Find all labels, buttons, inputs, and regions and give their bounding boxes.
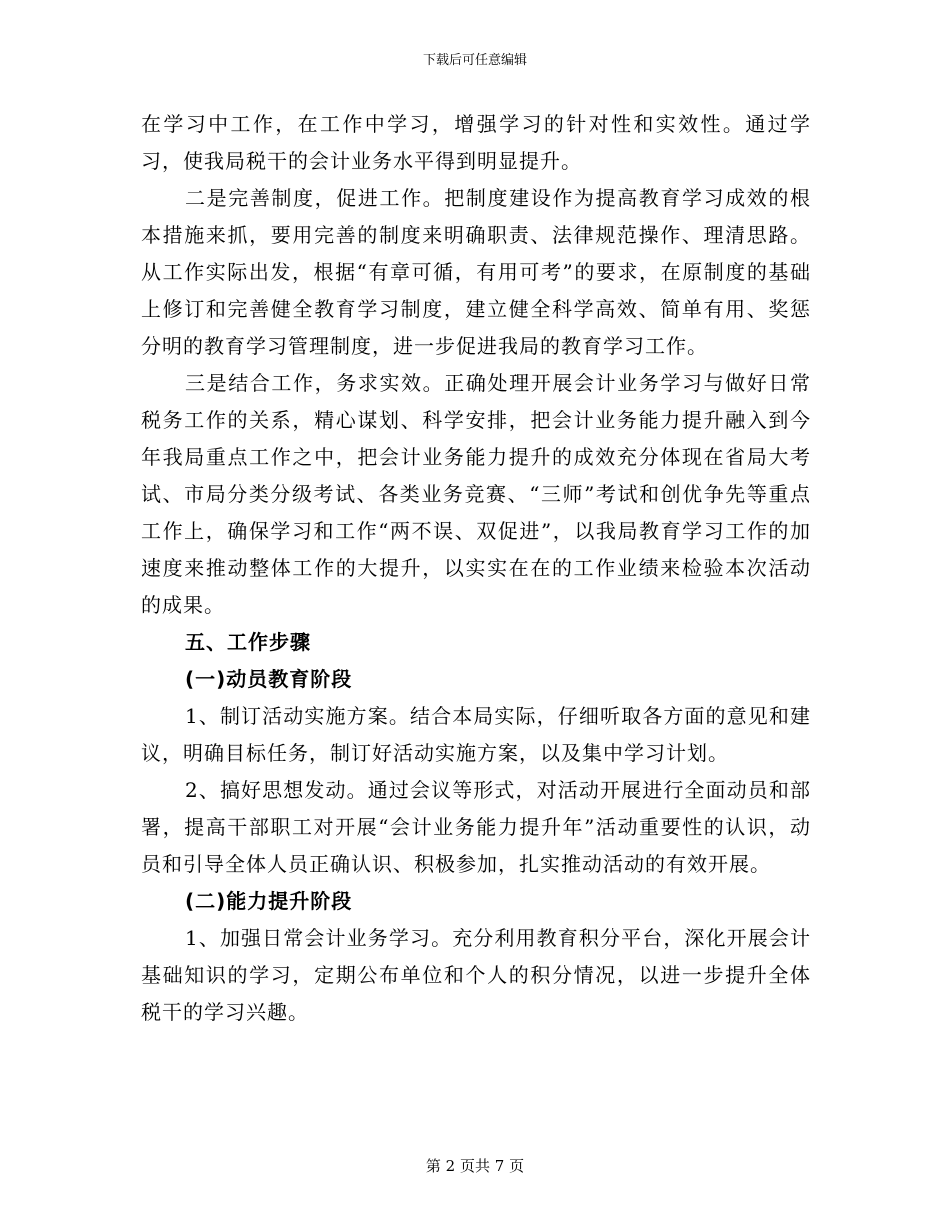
paragraph-continuation: 在学习中工作，在工作中学习，增强学习的针对性和实效性。通过学习，使我局税干的会计业务水平得到明显提升。 bbox=[141, 112, 811, 173]
subsection-heading-ability: (二)能力提升阶段 bbox=[185, 889, 353, 913]
subsection-heading-mobilization: (一)动员教育阶段 bbox=[185, 667, 353, 691]
page-header: 下载后可任意编辑 bbox=[422, 53, 527, 68]
paragraph-improve-system: 二是完善制度，促进工作。把制度建设作为提高教育学习成效的根本措施来抓，要用完善的制度来明确职责、法律规范操作、理清思路。从工作实际出发，根据“有章可循，有用可考”的要求，在原制度的基础上修订和完善健全教育学习制度，建立健全科学高效、简单有用、奖惩分明的教育学习管理制度，进一步促进我局的教育学习工作。 bbox=[141, 186, 811, 358]
paragraph-daily-study: 1、加强日常会计业务学习。充分利用教育积分平台，深化开展会计基础知识的学习，定期公布单位和个人的积分情况，以进一步提升全体税干的学习兴趣。 bbox=[141, 926, 811, 1024]
paragraph-mobilize: 2、搞好思想发动。通过会议等形式，对活动开展进行全面动员和部署，提高干部职工对开展“会计业务能力提升年”活动重要性的认识，动员和引导全体人员正确认识、积极参加，扎实推动活动的有效开展。 bbox=[141, 778, 811, 876]
document-body bbox=[141, 106, 811, 1031]
page-footer: 第 2 页共 7 页 bbox=[425, 1157, 525, 1175]
section-heading-work-steps: 五、工作步骤 bbox=[185, 630, 311, 654]
paragraph-plan: 1、制订活动实施方案。结合本局实际，仔细听取各方面的意见和建议，明确目标任务，制订好活动实施方案，以及集中学习计划。 bbox=[141, 704, 811, 765]
paragraph-combine-work: 三是结合工作，务求实效。正确处理开展会计业务学习与做好日常税务工作的关系，精心谋划、科学安排，把会计业务能力提升融入到今年我局重点工作之中，把会计业务能力提升的成效充分体现在省局大考试、市局分类分级考试、各类业务竞赛、“三师”考试和创优争先等重点工作上，确保学习和工作“两不误、双促进”，以我局教育学习工作的加速度来推动整体工作的大提升，以实实在在的工作业绩来检验本次活动的成果。 bbox=[141, 371, 811, 617]
